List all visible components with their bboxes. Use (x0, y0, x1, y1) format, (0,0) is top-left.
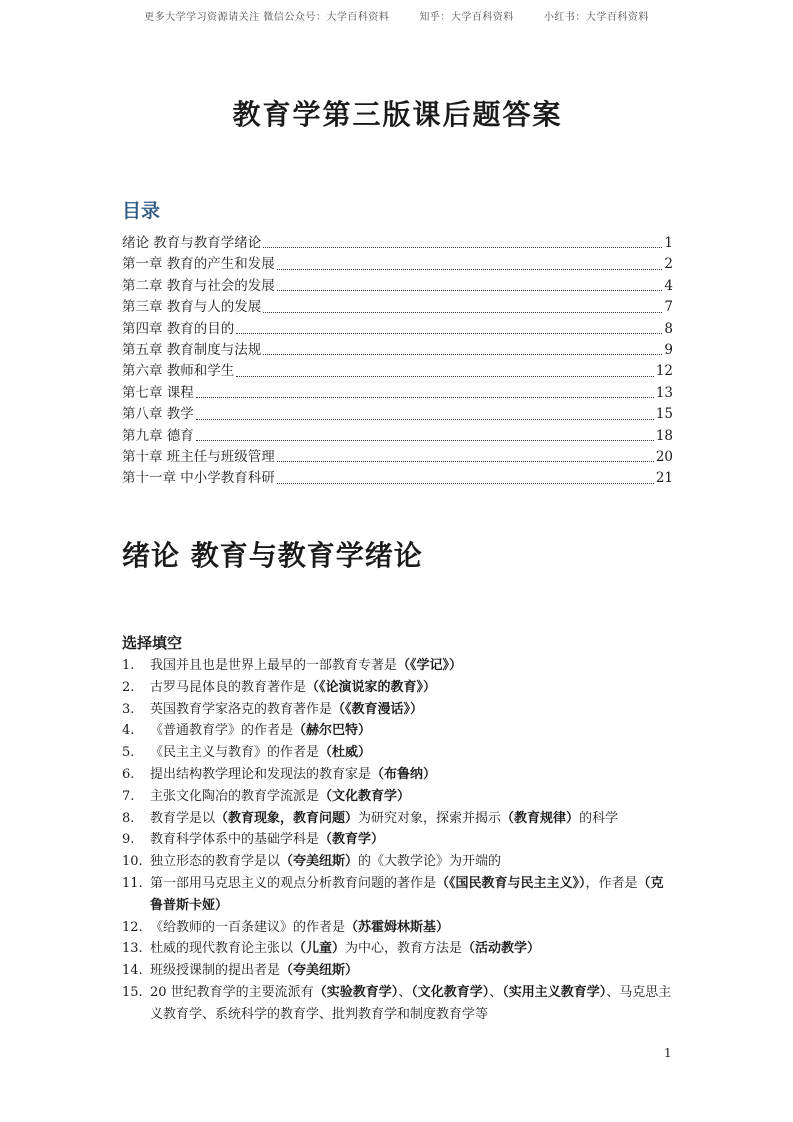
toc-entry-label: 第十一章 中小学教育科研 (122, 470, 275, 487)
toc-entry-page: 18 (655, 427, 673, 444)
toc-leader-dots (196, 440, 654, 441)
list-item-number: 9. (122, 832, 135, 848)
list-item-number: 2. (122, 679, 135, 695)
list-item-text: 《普通教育学》的作者是（赫尔巴特） (150, 723, 372, 739)
header-zhihu-note: 知乎：大学百科资料 (419, 12, 514, 23)
toc-leader-dots (263, 312, 662, 313)
toc-leader-dots (236, 376, 654, 377)
list-item (122, 873, 674, 917)
list-item-text: 古罗马昆体良的教育著作是（《论演说家的教育》） (150, 679, 437, 695)
toc-entry-page: 4 (664, 277, 673, 294)
toc-entry (122, 252, 673, 273)
toc-entry (122, 424, 673, 445)
list-item (122, 851, 674, 873)
document-title: 教育学第三版课后题答案 (232, 98, 563, 131)
toc-entry-label: 第一章 教育的产生和发展 (122, 256, 275, 273)
toc-leader-dots (263, 247, 662, 248)
list-item-text: 20 世纪教育学的主要流派有（实验教育学）、（文化教育学）、（实用主义教育学）、马克思主义教育学、系统科学的教育学、批判教育学和制度教育学等 (150, 984, 672, 1022)
table-of-contents (122, 231, 673, 488)
toc-leader-dots (196, 419, 654, 420)
list-item-text: 教育学是以（教育现象，教育问题）为研究对象，探索并揭示（教育规律）的科学 (150, 810, 619, 826)
toc-leader-dots (277, 269, 663, 270)
list-item-number: 13. (122, 941, 143, 957)
toc-entry-label: 第九章 德育 (122, 427, 194, 444)
toc-entry-label: 第七章 课程 (122, 384, 194, 401)
list-item-number: 3. (122, 701, 135, 717)
toc-leader-dots (277, 290, 663, 291)
list-item-number: 8. (122, 810, 135, 826)
toc-entry-page: 13 (655, 384, 673, 401)
list-item (122, 742, 674, 764)
toc-entry (122, 359, 673, 380)
toc-entry-page: 1 (664, 235, 673, 251)
toc-entry-label: 第十章 班主任与班级管理 (122, 448, 275, 465)
toc-entry-page: 21 (655, 470, 673, 487)
list-item (122, 655, 674, 677)
list-item (122, 917, 674, 939)
toc-entry-label: 第二章 教育与社会的发展 (122, 277, 275, 294)
list-item (122, 786, 674, 808)
page-header (0, 8, 793, 23)
toc-entry (122, 381, 673, 402)
toc-entry (122, 445, 673, 466)
list-item (122, 764, 674, 786)
list-item-number: 14. (122, 963, 143, 979)
toc-entry (122, 402, 673, 423)
toc-leader-dots (277, 483, 654, 484)
toc-entry-label: 第五章 教育制度与法规 (122, 341, 262, 358)
toc-entry (122, 338, 673, 359)
list-item-number: 1. (122, 658, 135, 673)
list-item (122, 960, 674, 982)
toc-entry-page: 7 (664, 299, 673, 316)
list-item-text: 独立形态的教育学是以（夸美纽斯）的《大教学论》为开端的 (150, 854, 502, 870)
toc-leader-dots (236, 333, 662, 334)
list-item-number: 7. (122, 788, 135, 804)
list-item-number: 12. (122, 919, 143, 935)
toc-entry (122, 295, 673, 316)
section-heading: 绪论 教育与教育学绪论 (122, 539, 423, 572)
toc-heading: 目录 (122, 200, 161, 222)
list-item (122, 720, 674, 742)
list-item (122, 677, 674, 699)
header-xiaohongshu-note: 小红书：大学百科资料 (543, 12, 649, 23)
list-item (122, 808, 674, 830)
toc-leader-dots (263, 354, 662, 355)
list-item-text: 我国并且也是世界上最早的一部教育专著是（《学记》） (150, 658, 463, 673)
toc-entry-label: 第三章 教育与人的发展 (122, 299, 262, 316)
list-item (122, 982, 674, 1026)
toc-entry-page: 9 (664, 341, 673, 358)
toc-entry-label: 第八章 教学 (122, 406, 194, 423)
list-item-text: 教育科学体系中的基础学科是（教育学） (150, 832, 385, 848)
list-item (122, 699, 674, 721)
list-item (122, 938, 674, 960)
list-item-text: 主张文化陶冶的教育学流派是（文化教育学） (150, 788, 411, 804)
toc-leader-dots (277, 461, 654, 462)
toc-entry-page: 2 (664, 256, 673, 273)
toc-entry-label: 第六章 教师和学生 (122, 363, 235, 380)
list-item-number: 4. (122, 723, 135, 739)
toc-entry-page: 12 (655, 363, 673, 380)
list-item-number: 11. (122, 875, 143, 891)
toc-entry (122, 231, 673, 252)
toc-entry (122, 317, 673, 338)
list-item-text: 《给教师的一百条建议》的作者是（苏霍姆林斯基） (150, 919, 450, 935)
toc-entry (122, 274, 673, 295)
list-item-text: 班级授课制的提出者是（夸美纽斯） (150, 963, 359, 979)
list-item-text: 杜威的现代教育论主张以（儿童）为中心，教育方法是（活动教学） (150, 941, 541, 957)
quiz-list (122, 655, 674, 1026)
toc-entry-page: 20 (655, 448, 673, 465)
list-item-text: 英国教育学家洛克的教育著作是（《教育漫话》） (150, 701, 424, 717)
list-item-number: 5. (122, 745, 135, 761)
list-item-text: 第一部用马克思主义的观点分析教育问题的著作是（《国民教育与民主主义》），作者是（克鲁普斯卡娅） (150, 875, 664, 913)
toc-entry-label: 绪论 教育与教育学绪论 (122, 235, 262, 251)
list-item-text: 提出结构教学理论和发现法的教育家是（布鲁纳） (150, 766, 437, 782)
toc-entry-page: 15 (655, 406, 673, 423)
list-item (122, 829, 674, 851)
header-wechat-note: 更多大学学习资源请关注 微信公众号：大学百科资料 (144, 12, 390, 23)
toc-entry (122, 466, 673, 487)
quiz-section-heading: 选择填空 (122, 634, 183, 652)
page-number: 1 (664, 1046, 672, 1060)
list-item-text: 《民主主义与教育》的作者是（杜威） (150, 745, 372, 761)
list-item-number: 15. (122, 984, 143, 1000)
list-item-number: 6. (122, 766, 135, 782)
list-item-number: 10. (122, 854, 143, 870)
toc-entry-page: 8 (664, 320, 673, 337)
toc-entry-label: 第四章 教育的目的 (122, 320, 235, 337)
toc-leader-dots (196, 397, 654, 398)
